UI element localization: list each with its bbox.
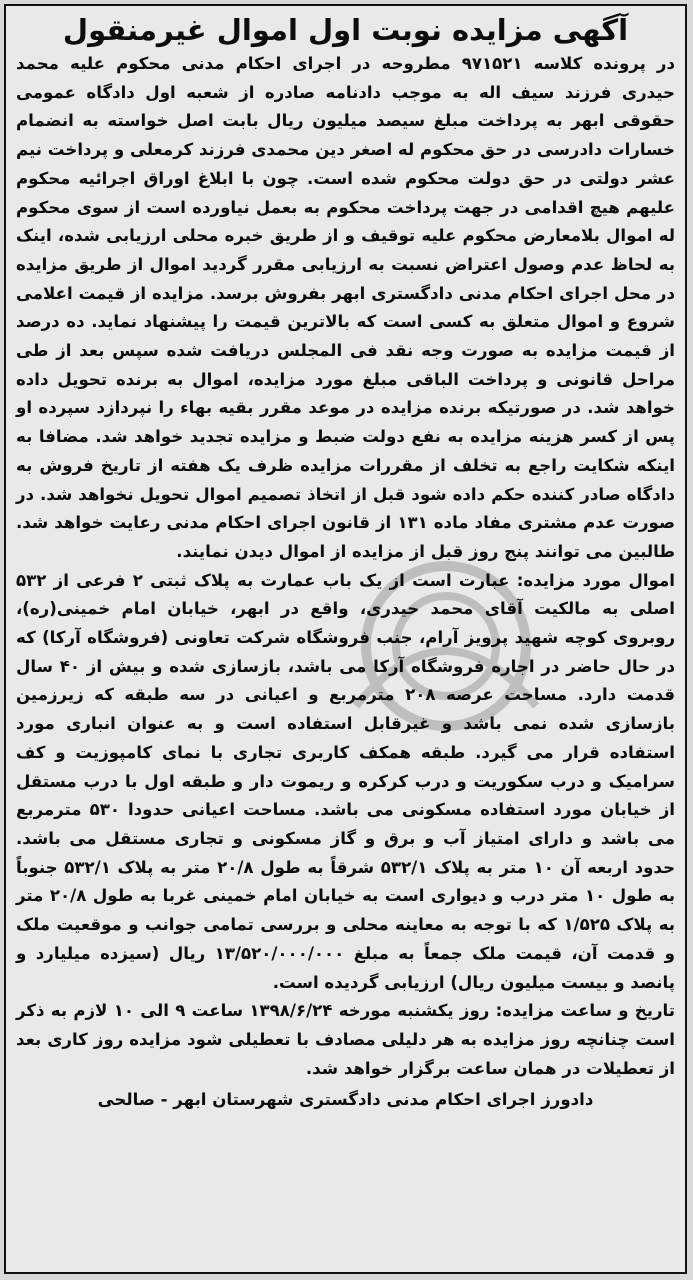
- date-description: روز یکشنبه مورخه ۱۳۹۸/۶/۲۴ ساعت ۹ الی ۱۰ لازم به ذکر است چنانچه روز مزایده به هر دلیلی مصادف با تعطیلی شود مزایده روز کاری بعد از تعطیلات در همان ساعت برگزار خواهد شد.: [16, 1001, 675, 1078]
- property-section: [16, 567, 675, 998]
- notice-signature: دادورز اجرای احکام مدنی دادگستری شهرستان ابهر - صالحی: [97, 1090, 594, 1110]
- notice-paragraph-main: در پرونده کلاسه ۹۷۱۵۲۱ مطروحه در اجرای احکام مدنی محکوم علیه محمد حیدری فرزند سیف اله به موجب دادنامه صادره از شعبه اول دادگاه عمومی حقوقی ابهر به پرداخت مبلغ سیصد میلیون ریال بابت اصل خواسته به انضمام خسارات دادرسی در حق محکوم له اصغر دین محمدی فرزند کرمعلی و پرداخت نیم عشر دولتی در حق دولت محکوم شده است. چون با ابلاغ اوراق اجرائیه محکوم علیهم هیچ اقدامی در جهت پرداخت محکوم به بعمل نیاورده است از سوی محکوم له اموال بلامعارض محکوم علیه توقیف و از طریق خبره محلی ارزیابی شده، اینک به لحاظ عدم وصول اعتراض نسبت به ارزیابی مقرر گردید اموال از طریق مزایده در محل اجرای احکام مدنی دادگستری ابهر بفروش برسد. مزایده از قیمت اعلامی شروع و اموال متعلق به کسی است که بالاترین قیمت را پیشنهاد نماید. ده درصد از قیمت مزایده به صورت وجه نقد فی المجلس دریافت شده سپس بعد از طی مراحل قانونی و پرداخت الباقی مبلغ مورد مزایده، اموال به برنده تحویل داده خواهد شد. در صورتیکه برنده مزایده در موعد مقرر بقیه بهاء را نپردازد سپرده او پس از کسر هزینه مزایده به نفع دولت ضبط و مزایده تجدید خواهد شد. مضافا به اینکه شکایت راجع به تخلف از مقررات مزایده ظرف یک هفته از تاریخ فروش به دادگاه صادر کننده حکم داده شود قبل از اتخاذ تصمیم اموال تحویل نخواهد شد. در صورت عدم مشتری مفاد ماده ۱۳۱ از قانون اجرای احکام مدنی رعایت خواهد شد. طالبین می توانند پنج روز قبل از مزایده از اموال دیدن نمایند.: [16, 54, 675, 561]
- property-description: عبارت است از یک باب عمارت به پلاک ثبتی ۲ فرعی از ۵۳۲ اصلی به مالکیت آقای محمد حیدری، واقع در ابهر، خیابان امام خمینی(ره)، روبروی کوچه شهید پرویز آرام، جنب فروشگاه شرکت تعاونی (فروشگاه آرکا) که در حال حاضر در اجاره فروشگاه آرکا می باشد، بازسازی شده و بیش از ۴۰ سال قدمت دارد. مساحت عرصه ۲۰۸ مترمربع و اعیانی در سه طبقه که زیرزمین بازسازی شده نمی باشد و غیرقابل استفاده است و به عنوان انباری مورد استفاده قرار می گیرد. طبقه همکف کاربری تجاری با نمای کامپوزیت و کف سرامیک و درب سکوریت و درب کرکره و ریموت دار و طبقه اول با درب مستقل از خیابان مورد استفاده مسکونی می باشد. مساحت اعیانی حدودا ۵۳۰ مترمربع می باشد و دارای امتیاز آب و برق و گاز مسکونی و تجاری مستقل می باشد. حدود اربعه آن ۱۰ متر به پلاک ۵۳۲/۱ شرقاً به طول ۲۰/۸ متر به پلاک ۵۳۲/۱ جنوباً به طول ۱۰ متر درب و دیواری است به خیابان امام خمینی غربا به طول ۲۰/۸ متر به پلاک ۱/۵۲۵ که با توجه به معاینه محلی و بررسی تمامی جوانب و موقعیت ملک و قدمت آن، قیمت ملک جمعاً به مبلغ ۱۳/۵۲۰/۰۰۰/۰۰۰ ریال (سیزده میلیارد و پانصد و بیست میلیون ریال) ارزیابی گردیده است.: [16, 570, 676, 992]
- notice-body: [16, 50, 675, 1083]
- date-heading: تاریخ و ساعت مزایده:: [495, 1001, 675, 1021]
- property-heading: اموال مورد مزایده:: [516, 570, 675, 590]
- notice-title: آگهی مزایده نوبت اول اموال غیرمنقول: [62, 13, 629, 47]
- date-section: [16, 997, 675, 1083]
- auction-notice: [4, 4, 687, 1274]
